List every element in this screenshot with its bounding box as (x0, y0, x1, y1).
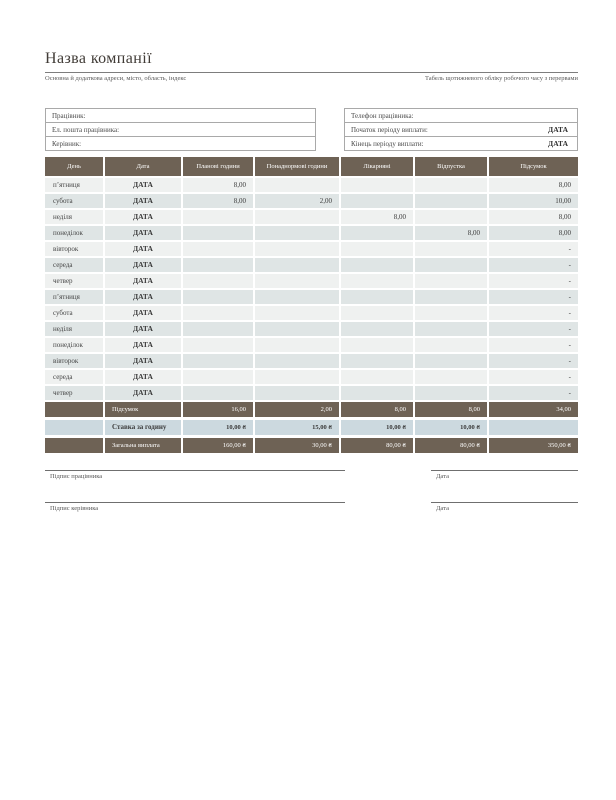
day-cell: вівторок (45, 354, 103, 368)
summary-spacer-cell (45, 402, 103, 417)
date-cell[interactable]: ДАТА (105, 274, 181, 288)
planned-hours-cell[interactable] (183, 290, 253, 304)
overtime-hours-cell[interactable] (255, 386, 339, 400)
pay-period-start-row (345, 123, 577, 137)
employee-info-right (344, 108, 578, 151)
sick-hours-cell[interactable]: 8,00 (341, 210, 413, 224)
summary-overtime-cell: 2,00 (255, 402, 339, 417)
planned-hours-cell[interactable] (183, 258, 253, 272)
summary-vacation-cell: 10,00 ₴ (415, 420, 487, 435)
day-cell: п’ятниця (45, 178, 103, 192)
overtime-hours-cell[interactable] (255, 226, 339, 240)
sick-hours-cell[interactable] (341, 226, 413, 240)
planned-hours-cell[interactable] (183, 338, 253, 352)
total-cell[interactable]: - (489, 386, 578, 400)
summary-sick-cell: 10,00 ₴ (341, 420, 413, 435)
column-header-planned: Планові години (183, 157, 253, 176)
overtime-hours-cell[interactable] (255, 274, 339, 288)
manager-label: Керівник: (52, 139, 82, 148)
column-header-date: Дата (105, 157, 181, 176)
total-cell[interactable]: 10,00 (489, 194, 578, 208)
overtime-hours-cell[interactable] (255, 258, 339, 272)
overtime-hours-cell[interactable] (255, 306, 339, 320)
subtitle-row (45, 75, 578, 82)
day-cell: понеділок (45, 226, 103, 240)
vacation-hours-cell[interactable]: 8,00 (415, 226, 487, 240)
summary-planned-cell: 10,00 ₴ (183, 420, 253, 435)
table-summary (45, 402, 578, 453)
summary-row (45, 402, 578, 417)
planned-hours-cell[interactable] (183, 242, 253, 256)
sick-hours-cell[interactable] (341, 370, 413, 384)
date-cell[interactable]: ДАТА (105, 258, 181, 272)
table-row (45, 258, 578, 272)
pay-period-start-label: Початок періоду виплати: (351, 125, 428, 134)
table-row (45, 290, 578, 304)
table-body (45, 178, 578, 400)
document-type-label: Табель щотижневого обліку робочого часу з перервами (424, 75, 578, 82)
summary-overtime-cell: 30,00 ₴ (255, 438, 339, 453)
manager-signature-label: Підпис керівника (50, 505, 99, 512)
employee-phone-label: Телефон працівника: (351, 111, 414, 120)
planned-hours-cell[interactable] (183, 354, 253, 368)
employee-signature-block (45, 470, 345, 480)
sick-hours-cell[interactable] (341, 354, 413, 368)
planned-hours-cell[interactable]: 8,00 (183, 178, 253, 192)
summary-row (45, 420, 578, 435)
table-row (45, 322, 578, 336)
overtime-hours-cell[interactable] (255, 242, 339, 256)
table-row (45, 178, 578, 192)
date-cell[interactable]: ДАТА (105, 354, 181, 368)
employee-signature-date-label: Дата (436, 473, 449, 480)
sick-hours-cell[interactable] (341, 242, 413, 256)
timesheet-table (45, 157, 578, 453)
pay-period-end-value[interactable]: ДАТА (548, 139, 568, 148)
column-header-total: Підсумок (489, 157, 578, 176)
vacation-hours-cell[interactable] (415, 274, 487, 288)
date-cell[interactable]: ДАТА (105, 194, 181, 208)
sick-hours-cell[interactable] (341, 322, 413, 336)
date-cell[interactable]: ДАТА (105, 338, 181, 352)
employee-signature-date-block (431, 470, 578, 480)
day-cell: неділя (45, 322, 103, 336)
planned-hours-cell[interactable] (183, 370, 253, 384)
vacation-hours-cell[interactable] (415, 354, 487, 368)
overtime-hours-cell[interactable] (255, 178, 339, 192)
header-divider (45, 72, 578, 73)
table-row (45, 242, 578, 256)
day-cell: середа (45, 258, 103, 272)
table-header-row (45, 157, 578, 176)
total-cell[interactable]: 8,00 (489, 210, 578, 224)
day-cell: середа (45, 370, 103, 384)
total-cell[interactable]: - (489, 242, 578, 256)
date-cell[interactable]: ДАТА (105, 322, 181, 336)
planned-hours-cell[interactable] (183, 274, 253, 288)
summary-label-cell: Ставка за годину (105, 420, 181, 435)
summary-vacation-cell: 8,00 (415, 402, 487, 417)
vacation-hours-cell[interactable] (415, 338, 487, 352)
manager-signature-date-label: Дата (436, 505, 449, 512)
column-header-day: День (45, 157, 103, 176)
sick-hours-cell[interactable] (341, 178, 413, 192)
planned-hours-cell[interactable] (183, 322, 253, 336)
column-header-sick: Лікарняні (341, 157, 413, 176)
table-row (45, 354, 578, 368)
manager-signature-row (45, 502, 578, 512)
manager-signature-block (45, 502, 345, 512)
employee-email-label: Ел. пошта працівника: (52, 125, 120, 134)
vacation-hours-cell[interactable] (415, 386, 487, 400)
summary-vacation-cell: 80,00 ₴ (415, 438, 487, 453)
total-cell[interactable]: - (489, 274, 578, 288)
summary-planned-cell: 16,00 (183, 402, 253, 417)
table-row (45, 306, 578, 320)
overtime-hours-cell[interactable] (255, 210, 339, 224)
overtime-hours-cell[interactable] (255, 354, 339, 368)
summary-spacer-cell (45, 438, 103, 453)
planned-hours-cell[interactable] (183, 306, 253, 320)
column-header-vacation: Відпустка (415, 157, 487, 176)
employee-info-left (45, 108, 316, 151)
total-cell[interactable]: 8,00 (489, 178, 578, 192)
employee-phone-row (345, 109, 577, 123)
overtime-hours-cell[interactable] (255, 322, 339, 336)
date-cell[interactable]: ДАТА (105, 242, 181, 256)
total-cell[interactable]: - (489, 258, 578, 272)
vacation-hours-cell[interactable] (415, 210, 487, 224)
total-cell[interactable]: - (489, 306, 578, 320)
date-cell[interactable]: ДАТА (105, 386, 181, 400)
vacation-hours-cell[interactable] (415, 178, 487, 192)
company-name: Назва компанії (45, 50, 152, 67)
total-cell[interactable]: - (489, 354, 578, 368)
table-row (45, 226, 578, 240)
date-cell[interactable]: ДАТА (105, 306, 181, 320)
manager-signature-date-block (431, 502, 578, 512)
table-row (45, 210, 578, 224)
employee-label: Працівник: (52, 111, 86, 120)
table-row (45, 370, 578, 384)
column-header-overtime: Понаднормові години (255, 157, 339, 176)
planned-hours-cell[interactable]: 8,00 (183, 194, 253, 208)
total-cell[interactable]: - (489, 370, 578, 384)
sick-hours-cell[interactable] (341, 338, 413, 352)
total-cell[interactable]: - (489, 322, 578, 336)
day-cell: четвер (45, 274, 103, 288)
summary-label-cell: Підсумок (105, 402, 181, 417)
summary-overtime-cell: 15,00 ₴ (255, 420, 339, 435)
table-row (45, 194, 578, 208)
employee-signature-row (45, 470, 578, 480)
pay-period-start-value[interactable]: ДАТА (548, 125, 568, 134)
vacation-hours-cell[interactable] (415, 322, 487, 336)
table-row (45, 386, 578, 400)
day-cell: неділя (45, 210, 103, 224)
total-cell[interactable]: - (489, 338, 578, 352)
summary-total-cell (489, 420, 578, 435)
company-address: Основна й додаткова адреси, місто, область, індекс (45, 75, 187, 82)
employee-row (46, 109, 315, 123)
planned-hours-cell[interactable] (183, 210, 253, 224)
day-cell: субота (45, 306, 103, 320)
sick-hours-cell[interactable] (341, 290, 413, 304)
day-cell: п’ятниця (45, 290, 103, 304)
manager-row (46, 137, 315, 150)
overtime-hours-cell[interactable] (255, 338, 339, 352)
summary-total-cell: 350,00 ₴ (489, 438, 578, 453)
summary-planned-cell: 160,00 ₴ (183, 438, 253, 453)
day-cell: вівторок (45, 242, 103, 256)
day-cell: четвер (45, 386, 103, 400)
overtime-hours-cell[interactable] (255, 370, 339, 384)
summary-sick-cell: 8,00 (341, 402, 413, 417)
sick-hours-cell[interactable] (341, 258, 413, 272)
overtime-hours-cell[interactable] (255, 290, 339, 304)
planned-hours-cell[interactable] (183, 226, 253, 240)
table-row (45, 274, 578, 288)
date-cell[interactable]: ДАТА (105, 178, 181, 192)
sick-hours-cell[interactable] (341, 274, 413, 288)
summary-label-cell: Загальна виплата (105, 438, 181, 453)
employee-signature-label: Підпис працівника (50, 473, 103, 480)
pay-period-end-label: Кінець періоду виплати: (351, 139, 424, 148)
vacation-hours-cell[interactable] (415, 370, 487, 384)
pay-period-end-row (345, 137, 577, 150)
employee-email-row (46, 123, 315, 137)
overtime-hours-cell[interactable]: 2,00 (255, 194, 339, 208)
date-cell[interactable]: ДАТА (105, 210, 181, 224)
date-cell[interactable]: ДАТА (105, 370, 181, 384)
day-cell: понеділок (45, 338, 103, 352)
vacation-hours-cell[interactable] (415, 290, 487, 304)
employee-info-section (45, 108, 578, 151)
total-cell[interactable]: - (489, 290, 578, 304)
sick-hours-cell[interactable] (341, 306, 413, 320)
vacation-hours-cell[interactable] (415, 194, 487, 208)
vacation-hours-cell[interactable] (415, 306, 487, 320)
summary-spacer-cell (45, 420, 103, 435)
vacation-hours-cell[interactable] (415, 242, 487, 256)
date-cell[interactable]: ДАТА (105, 226, 181, 240)
summary-row (45, 438, 578, 453)
total-cell[interactable]: 8,00 (489, 226, 578, 240)
day-cell: субота (45, 194, 103, 208)
date-cell[interactable]: ДАТА (105, 290, 181, 304)
table-row (45, 338, 578, 352)
sick-hours-cell[interactable] (341, 386, 413, 400)
vacation-hours-cell[interactable] (415, 258, 487, 272)
summary-total-cell: 34,00 (489, 402, 578, 417)
planned-hours-cell[interactable] (183, 386, 253, 400)
sick-hours-cell[interactable] (341, 194, 413, 208)
summary-sick-cell: 80,00 ₴ (341, 438, 413, 453)
